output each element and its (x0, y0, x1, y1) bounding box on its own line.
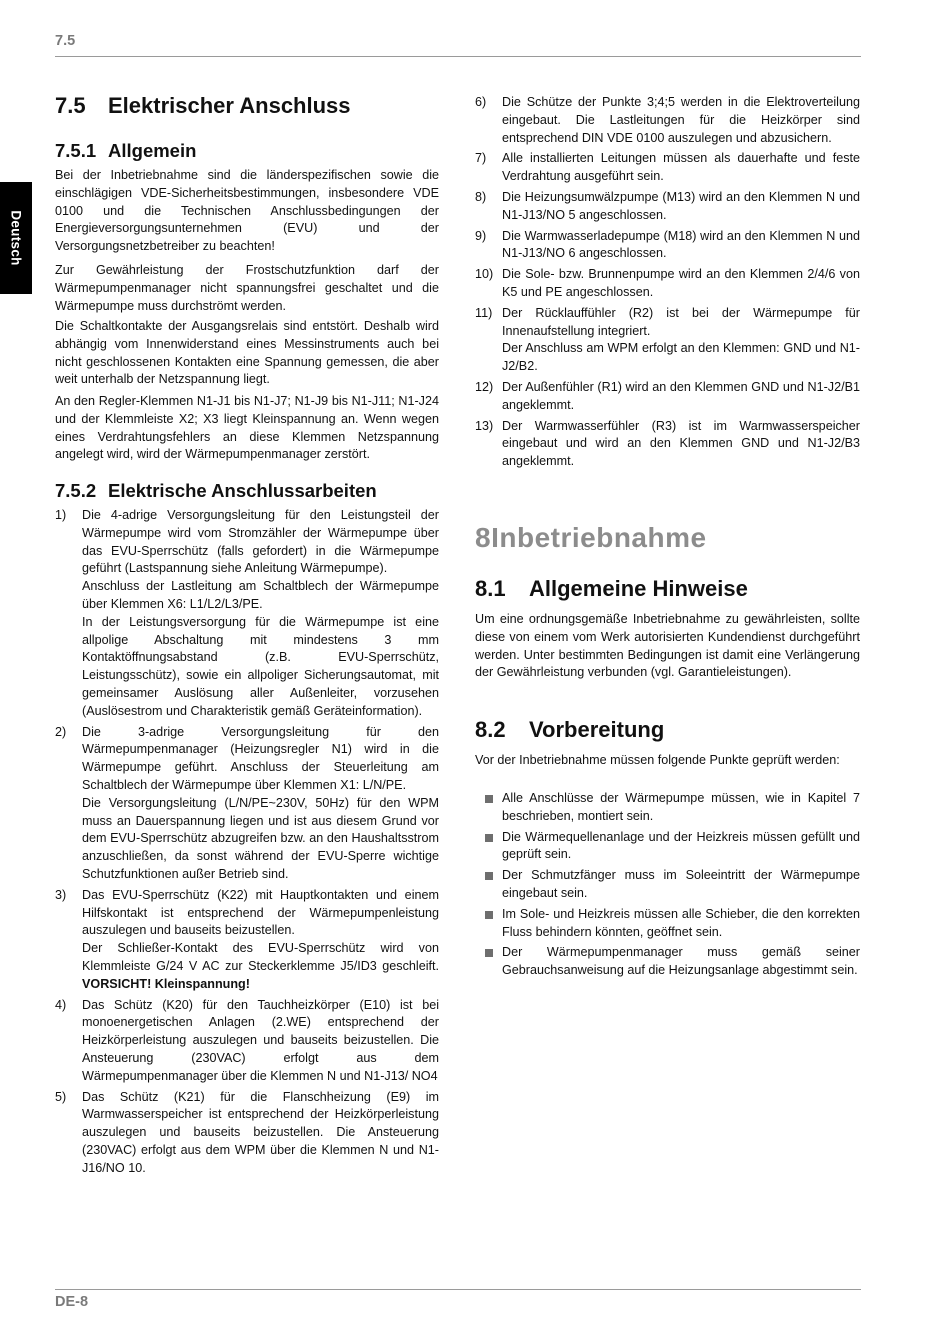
paragraph-general-1: Bei der Inbetriebnahme sind die länderspezifischen sowie die einschlägigen VDE-Sicherheitsbestimmungen, insbesondere VDE 0100 und die Technischen Anschlussbedingungen der Energieversorgungsunternehmen (EVU) und der Versorgungsnetzbetreiber zu beachten! (55, 168, 439, 254)
footer-divider (55, 1289, 861, 1290)
connection-steps-list-right (475, 94, 860, 474)
paragraph-preparation: Vor der Inbetriebnahme müssen folgende Punkte geprüft werden: (475, 753, 840, 767)
list-item-number: 7) (475, 151, 487, 166)
heading-number: 8.2 (475, 717, 506, 742)
list-item-text: Die Sole- bzw. Brunnenpumpe wird an den Klemmen 2/4/6 von K5 und PE angeschlossen. (502, 267, 860, 299)
list-item (475, 305, 860, 376)
warning-text: VORSICHT! Kleinspannung! (82, 976, 250, 991)
checklist-item-text: Der Schmutzfänger muss im Soleeintritt der Wärmepumpe eingebaut sein. (502, 868, 860, 900)
list-item-text: Alle installierten Leitungen müssen als dauerhafte und feste Verdrahtung ausgeführt sein. (502, 151, 860, 184)
checklist-item-text: Alle Anschlüsse der Wärmepumpe müssen, wie in Kapitel 7 beschrieben, montiert sein. (502, 791, 860, 823)
list-item-text: Der Außenfühler (R1) wird an den Klemmen GND und N1-J2/B1 angeklemmt. (502, 379, 860, 412)
checklist-item (475, 906, 860, 942)
preparation-checklist (475, 790, 860, 983)
heading-title: Allgemein (108, 140, 197, 161)
list-item-number: 9) (475, 228, 487, 243)
heading-8-1 (475, 576, 748, 602)
heading-title: Vorbereitung (529, 717, 665, 742)
bullet-square-icon (485, 949, 493, 957)
list-item (475, 94, 860, 147)
list-item-text: Das Schütz (K21) für die Flanschheizung (E9) im Warmwasserspeicher ist entsprechend der Heizkörperleistung auszulegen und bauseits beizustellen. Die Ansteuerung (230VAC) erfolgt aus dem WPM über die Klemmen N und N1-J16/NO 10. (82, 1089, 439, 1175)
list-item (475, 266, 860, 302)
list-item (475, 418, 860, 471)
list-item-number: 13) (475, 418, 494, 433)
checklist-item (475, 944, 860, 980)
bullet-square-icon (485, 911, 493, 919)
list-item-number: 1) (55, 508, 67, 522)
list-item-text: Der Warmwasserfühler (R3) ist im Warmwasserspeicher eingebaut und wird an den Klemmen GND und N1-J2/B3 angeklemmt. (502, 418, 860, 469)
heading-8-2 (475, 717, 664, 743)
list-item (55, 724, 439, 884)
list-item-number: 4) (55, 997, 67, 1012)
heading-7-5 (55, 93, 351, 119)
list-item-number: 11) (475, 305, 493, 320)
header-divider (55, 56, 861, 57)
header-section-number: 7.5 (55, 33, 76, 49)
paragraph-general-3: Die Schaltkontakte der Ausgangsrelais sind entstört. Deshalb wird abhängig vom Innenwiderstand eines Messinstruments auch bei nicht geschlossenen Kontakten eine Spannung gemessen, die aber weit unterhalb der Netzspannung liegt. (55, 319, 439, 387)
list-item-text: Der Rücklauffühler (R2) ist bei der Wärmepumpe für Innenaufstellung integriert. Der Anschluss am WPM erfolgt an den Klemmen: GND und N1-J2/B2. (502, 305, 860, 374)
list-item (475, 150, 860, 186)
checklist-item (475, 867, 860, 903)
list-item (55, 1089, 439, 1178)
chapter-heading-8 (475, 522, 707, 554)
list-item (475, 379, 860, 415)
heading-number: 7.5.2 (55, 480, 97, 501)
list-item-text: Die 3-adrige Versorgungsleitung für den Wärmepumpenmanager (Heizungsregler N1) wird in die Wärmepumpe geführt. Anschluss der Steuerleitung am Schaltblech der Wärmepumpe über Klemmen X1: L/N/PE. Die Versorgungsleitung (L/N/PE~230V, 50Hz) für den WPM muss an Dauerspannung liegen und ist aus diesem Grund vor dem EVU-Sperrschütz abzugreifen bzw. an den Haushaltsstrom anzuschließen, da sonst während der EVU-Sperre wichtige Schutzfunktionen außer Betrieb sind. (82, 724, 439, 881)
heading-number: 8.1 (475, 576, 506, 601)
list-item-number: 5) (55, 1089, 67, 1104)
bullet-square-icon (485, 872, 493, 880)
list-item (55, 887, 439, 994)
heading-number: 7.5.1 (55, 140, 97, 161)
checklist-item (475, 790, 860, 826)
list-item-number: 12) (475, 379, 494, 394)
list-item-text: Die Schütze der Punkte 3;4;5 werden in die Elektroverteilung eingebaut. Die Lastleitungen für die Heizkörper sind entsprechend DIN VDE 0100 auszulegen und abzusichern. (502, 95, 860, 145)
list-item-number: 10) (475, 267, 494, 282)
checklist-item (475, 829, 860, 865)
list-item-number: 8) (475, 189, 487, 204)
page-number: DE-8 (55, 1294, 89, 1310)
list-item (475, 228, 860, 264)
list-item-number: 2) (55, 724, 67, 739)
paragraph-general-2: Zur Gewährleistung der Frostschutzfunktion darf der Wärmepumpenmanager nicht spannungsfrei geschaltet und die Wärmepumpe muss durchströmt werden. (55, 263, 439, 313)
list-item-text: Die Heizungsumwälzpumpe (M13) wird an den Klemmen N und N1-J13/NO 5 angeschlossen. (502, 189, 860, 222)
list-item (475, 189, 860, 225)
heading-title: Allgemeine Hinweise (529, 576, 748, 601)
connection-steps-list-left (55, 507, 439, 1180)
list-item-text: Das EVU-Sperrschütz (K22) mit Hauptkontakten und einem Hilfskontakt ist entsprechend der Wärmepumpenleistung auszulegen und bauseits beizustellen. Der Schließer-Kontakt des EVU-Sperrschütz wird von Klemmleiste G/24 V AC zur Steckerklemme J5/ID3 geschleift. (82, 887, 439, 973)
list-item (55, 507, 439, 721)
bullet-square-icon (485, 834, 493, 842)
heading-7-5-2 (55, 480, 377, 502)
checklist-item-text: Der Wärmepumpenmanager muss gemäß seiner Gebrauchsanweisung auf die Heizungsanlage abgestimmt sein. (502, 945, 860, 978)
heading-title: Elektrischer Anschluss (108, 93, 351, 118)
language-tab-label: Deutsch (8, 210, 24, 266)
checklist-item-text: Im Sole- und Heizkreis müssen alle Schieber, die den korrekten Fluss behindern könnten, geöffnet sein. (502, 906, 860, 939)
heading-title: Elektrische Anschlussarbeiten (108, 480, 377, 501)
list-item-text: Das Schütz (K20) für den Tauchheizkörper (E10) ist bei monoenergetischen Anlagen (2.WE) entsprechend der Heizkörperleistung auszulegen und bauseits beizustellen. Die Ansteuerung (230VAC) erfolgt aus dem Wärmepumpenmanager über die Klemmen N und N1-J13/ NO4 (82, 997, 439, 1083)
list-item-number: 3) (55, 887, 67, 902)
list-item (55, 997, 439, 1086)
checklist-item-text: Die Wärmequellenanlage und der Heizkreis müssen gefüllt und geprüft sein. (502, 829, 860, 862)
paragraph-general-notes: Um eine ordnungsgemäße Inbetriebnahme zu gewährleisten, sollte diese von einem vom Werk autorisierten Kundendienst durchgeführt werden. Unter bestimmten Bedingungen ist damit eine Verlängerung der Gewährleistung verbunden (vgl. Garantieleistungen). (475, 612, 860, 680)
language-tab (0, 182, 32, 294)
paragraph-general-4: An den Regler-Klemmen N1-J1 bis N1-J7; N1-J9 bis N1-J11; N1-J24 und der Klemmleiste X2; X3 liegt Kleinspannung an. Wenn wegen eines Verdrahtungsfehlers an diese Klemmen Netzspannung angelegt wird, wird der Wärmepumpenmanager zerstört. (55, 394, 439, 462)
list-item-text: Die Warmwasserladepumpe (M18) wird an den Klemmen N und N1-J13/NO 6 angeschlossen. (502, 228, 860, 261)
heading-7-5-1 (55, 140, 196, 162)
chapter-number: 8 (475, 522, 492, 553)
list-item-text: Die 4-adrige Versorgungsleitung für den Leistungsteil der Wärmepumpe wird vom Stromzähler der Wärmepumpe über das EVU-Sperrschütz (falls gefordert) in die Wärmepumpe geführt (Lastspannung siehe Anleitung Wärmepumpe). Anschluss der Lastleitung am Schaltblech der Wärmepumpe über Klemmen X6: L1/L2/L3/PE. In der Leistungsversorgung für die Wärmepumpe ist eine allpolige Abschaltung mit mindestens 3 mm Kontaktöffnungsabstand (z.B. EVU-Sperrschütz, Leistungsschütz), sowie ein allpoliger Sicherungsautomat, mit gemeinsamer Auslösung aller Außenleiter, vorzusehen (Auslösestrom und Charakteristik gemäß Geräteinformation). (82, 508, 439, 718)
heading-number: 7.5 (55, 93, 86, 118)
list-item-number: 6) (475, 95, 487, 109)
chapter-title: Inbetriebnahme (491, 522, 707, 553)
bullet-square-icon (485, 795, 493, 803)
